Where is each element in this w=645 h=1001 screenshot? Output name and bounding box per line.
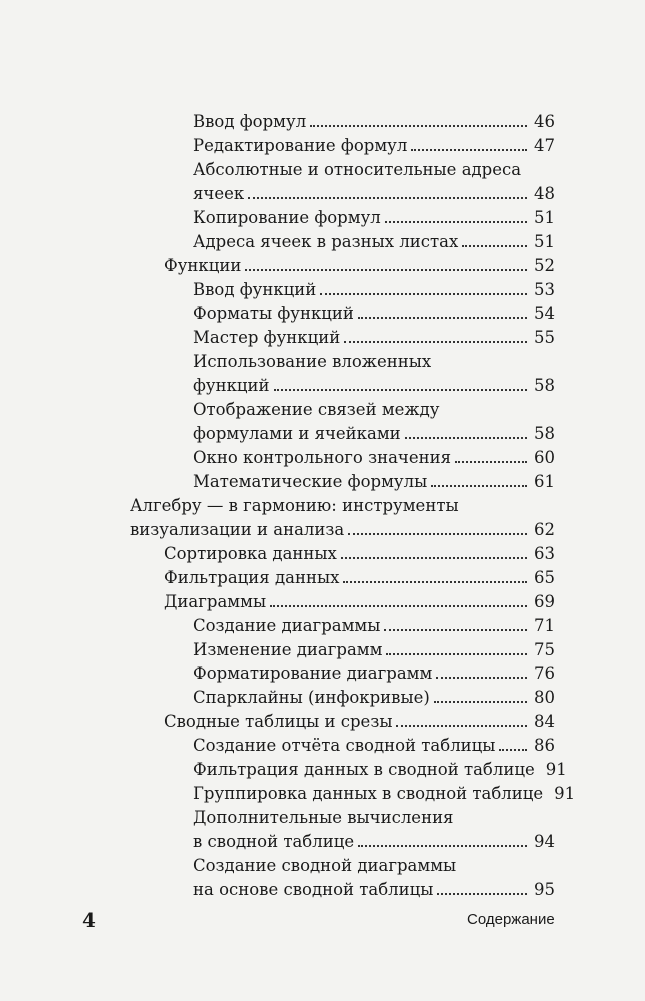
toc-entry-page: 91 <box>554 784 576 803</box>
toc-entry-page: 62 <box>534 520 555 539</box>
toc-entry <box>193 468 555 492</box>
toc-entry <box>164 252 555 276</box>
dot-leader <box>385 221 527 223</box>
dot-leader <box>310 125 527 127</box>
toc-entry <box>193 180 555 204</box>
toc-entry-label: Мастер функций <box>193 328 341 347</box>
toc-entry-page: 51 <box>534 232 555 251</box>
dot-leader <box>462 245 527 247</box>
toc-entry <box>193 612 555 636</box>
toc-entry <box>193 372 555 396</box>
toc-entry <box>193 132 555 156</box>
dot-leader <box>411 149 527 151</box>
toc-entry-label: ячеек <box>193 184 245 203</box>
toc-entry <box>193 228 555 252</box>
toc-entry <box>193 276 555 300</box>
toc-entry <box>193 684 555 708</box>
dot-leader <box>245 269 527 271</box>
toc-entry-label: функций <box>193 376 270 395</box>
toc-entry-page: 75 <box>534 640 555 659</box>
toc-entry-label: Функции <box>164 256 242 275</box>
toc-entry-page: 47 <box>534 136 555 155</box>
toc-entry-page: 48 <box>534 184 555 203</box>
toc-entry-label: Группировка данных в сводной таблице <box>193 784 544 803</box>
toc-entry-label: в сводной таблице <box>193 832 355 851</box>
toc-entry-label: Изменение диаграмм <box>193 640 383 659</box>
dot-leader <box>320 293 527 295</box>
dot-leader <box>434 701 527 703</box>
toc-entry <box>164 564 555 588</box>
dot-leader <box>384 629 527 631</box>
dot-leader <box>343 581 527 583</box>
toc-entry-label: Абсолютные и относительные адреса <box>193 160 522 179</box>
toc-entry <box>193 324 555 348</box>
toc-entry <box>193 204 555 228</box>
dot-leader <box>248 197 527 199</box>
dot-leader <box>270 605 527 607</box>
dot-leader <box>344 341 527 343</box>
dot-leader <box>396 725 527 727</box>
dot-leader <box>405 437 527 439</box>
toc-entry <box>130 492 555 516</box>
toc-entry-label: Сортировка данных <box>164 544 337 563</box>
toc-entry-label: Использование вложенных <box>193 352 432 371</box>
toc-entry-page: 61 <box>534 472 555 491</box>
toc-entry-page: 76 <box>534 664 555 683</box>
toc-entry <box>193 636 555 660</box>
toc-entry-label: Отображение связей между <box>193 400 440 419</box>
dot-leader <box>358 845 527 847</box>
toc-entry-label: Математические формулы <box>193 472 428 491</box>
dot-leader <box>436 677 527 679</box>
dot-leader <box>437 893 527 895</box>
dot-leader <box>341 557 527 559</box>
toc-entry-page: 60 <box>534 448 555 467</box>
toc-entry-label: Ввод функций <box>193 280 317 299</box>
toc-entry <box>164 588 555 612</box>
toc-entry-label: Создание отчёта сводной таблицы <box>193 736 496 755</box>
toc-entry-page: 55 <box>534 328 555 347</box>
toc-entry <box>164 708 555 732</box>
toc-entry-label: визуализации и анализа <box>130 520 345 539</box>
toc-entry-page: 91 <box>545 760 567 779</box>
toc-entry-page: 54 <box>534 304 555 323</box>
toc-entry-label: Форматирование диаграмм <box>193 664 433 683</box>
toc-entry-label: Дополнительные вычисления <box>193 808 454 827</box>
toc-entry-page: 52 <box>534 256 555 275</box>
toc-entry-label: Спарклайны (инфокривые) <box>193 688 430 707</box>
toc-entry-page: 95 <box>534 880 555 899</box>
toc-entry <box>193 108 555 132</box>
dot-leader <box>274 389 527 391</box>
toc-entry-label: Фильтрация данных <box>164 568 340 587</box>
toc-entry-page: 65 <box>534 568 555 587</box>
dot-leader <box>358 317 527 319</box>
toc-entry <box>193 156 555 180</box>
toc-entry-page: 71 <box>534 616 555 635</box>
toc-entry-page: 58 <box>534 376 555 395</box>
toc-entry <box>193 852 555 876</box>
toc-entry-label: Форматы функций <box>193 304 354 323</box>
toc-entry <box>193 396 555 420</box>
toc-entry <box>193 876 555 900</box>
toc-entry <box>193 420 555 444</box>
toc-entry <box>164 540 555 564</box>
toc-entry <box>130 516 555 540</box>
toc-entry-page: 84 <box>534 712 555 731</box>
toc-entry <box>193 780 576 804</box>
toc-entry <box>193 828 555 852</box>
toc-entry-page: 63 <box>534 544 555 563</box>
toc-entry-label: Ввод формул <box>193 112 307 131</box>
toc-entry-page: 51 <box>534 208 555 227</box>
toc-entry <box>193 300 555 324</box>
toc-entry-label: Окно контрольного значения <box>193 448 452 467</box>
running-head: Содержание <box>467 911 555 928</box>
toc-entry-page: 86 <box>534 736 555 755</box>
page-number: 4 <box>82 908 96 932</box>
toc-entry-label: Копирование формул <box>193 208 381 227</box>
toc-entry-label: Создание диаграммы <box>193 616 381 635</box>
dot-leader <box>348 533 527 535</box>
toc-entry-label: Диаграммы <box>164 592 267 611</box>
toc-entry <box>193 444 555 468</box>
toc-entry <box>193 732 555 756</box>
toc-entry-label: Алгебру — в гармонию: инструменты <box>130 496 459 515</box>
dot-leader <box>455 461 527 463</box>
toc-entry-page: 46 <box>534 112 555 131</box>
toc-entry-label: Создание сводной диаграммы <box>193 856 457 875</box>
toc-entry <box>193 348 555 372</box>
toc-entry <box>193 660 555 684</box>
toc-entry-page: 69 <box>534 592 555 611</box>
toc-entry-page: 80 <box>534 688 555 707</box>
dot-leader <box>499 749 527 751</box>
dot-leader <box>431 485 527 487</box>
toc-entry <box>193 804 555 828</box>
toc-entry-label: на основе сводной таблицы <box>193 880 434 899</box>
toc-entry-label: Адреса ячеек в разных листах <box>193 232 459 251</box>
toc-entry-label: Редактирование формул <box>193 136 408 155</box>
toc-entry-label: формулами и ячейками <box>193 424 401 443</box>
toc-entry-page: 94 <box>534 832 555 851</box>
toc-entry <box>193 756 567 780</box>
toc-entry-page: 53 <box>534 280 555 299</box>
toc-entry-page: 58 <box>534 424 555 443</box>
toc-entry-label: Сводные таблицы и срезы <box>164 712 393 731</box>
dot-leader <box>386 653 527 655</box>
toc-entry-label: Фильтрация данных в сводной таблице <box>193 760 535 779</box>
